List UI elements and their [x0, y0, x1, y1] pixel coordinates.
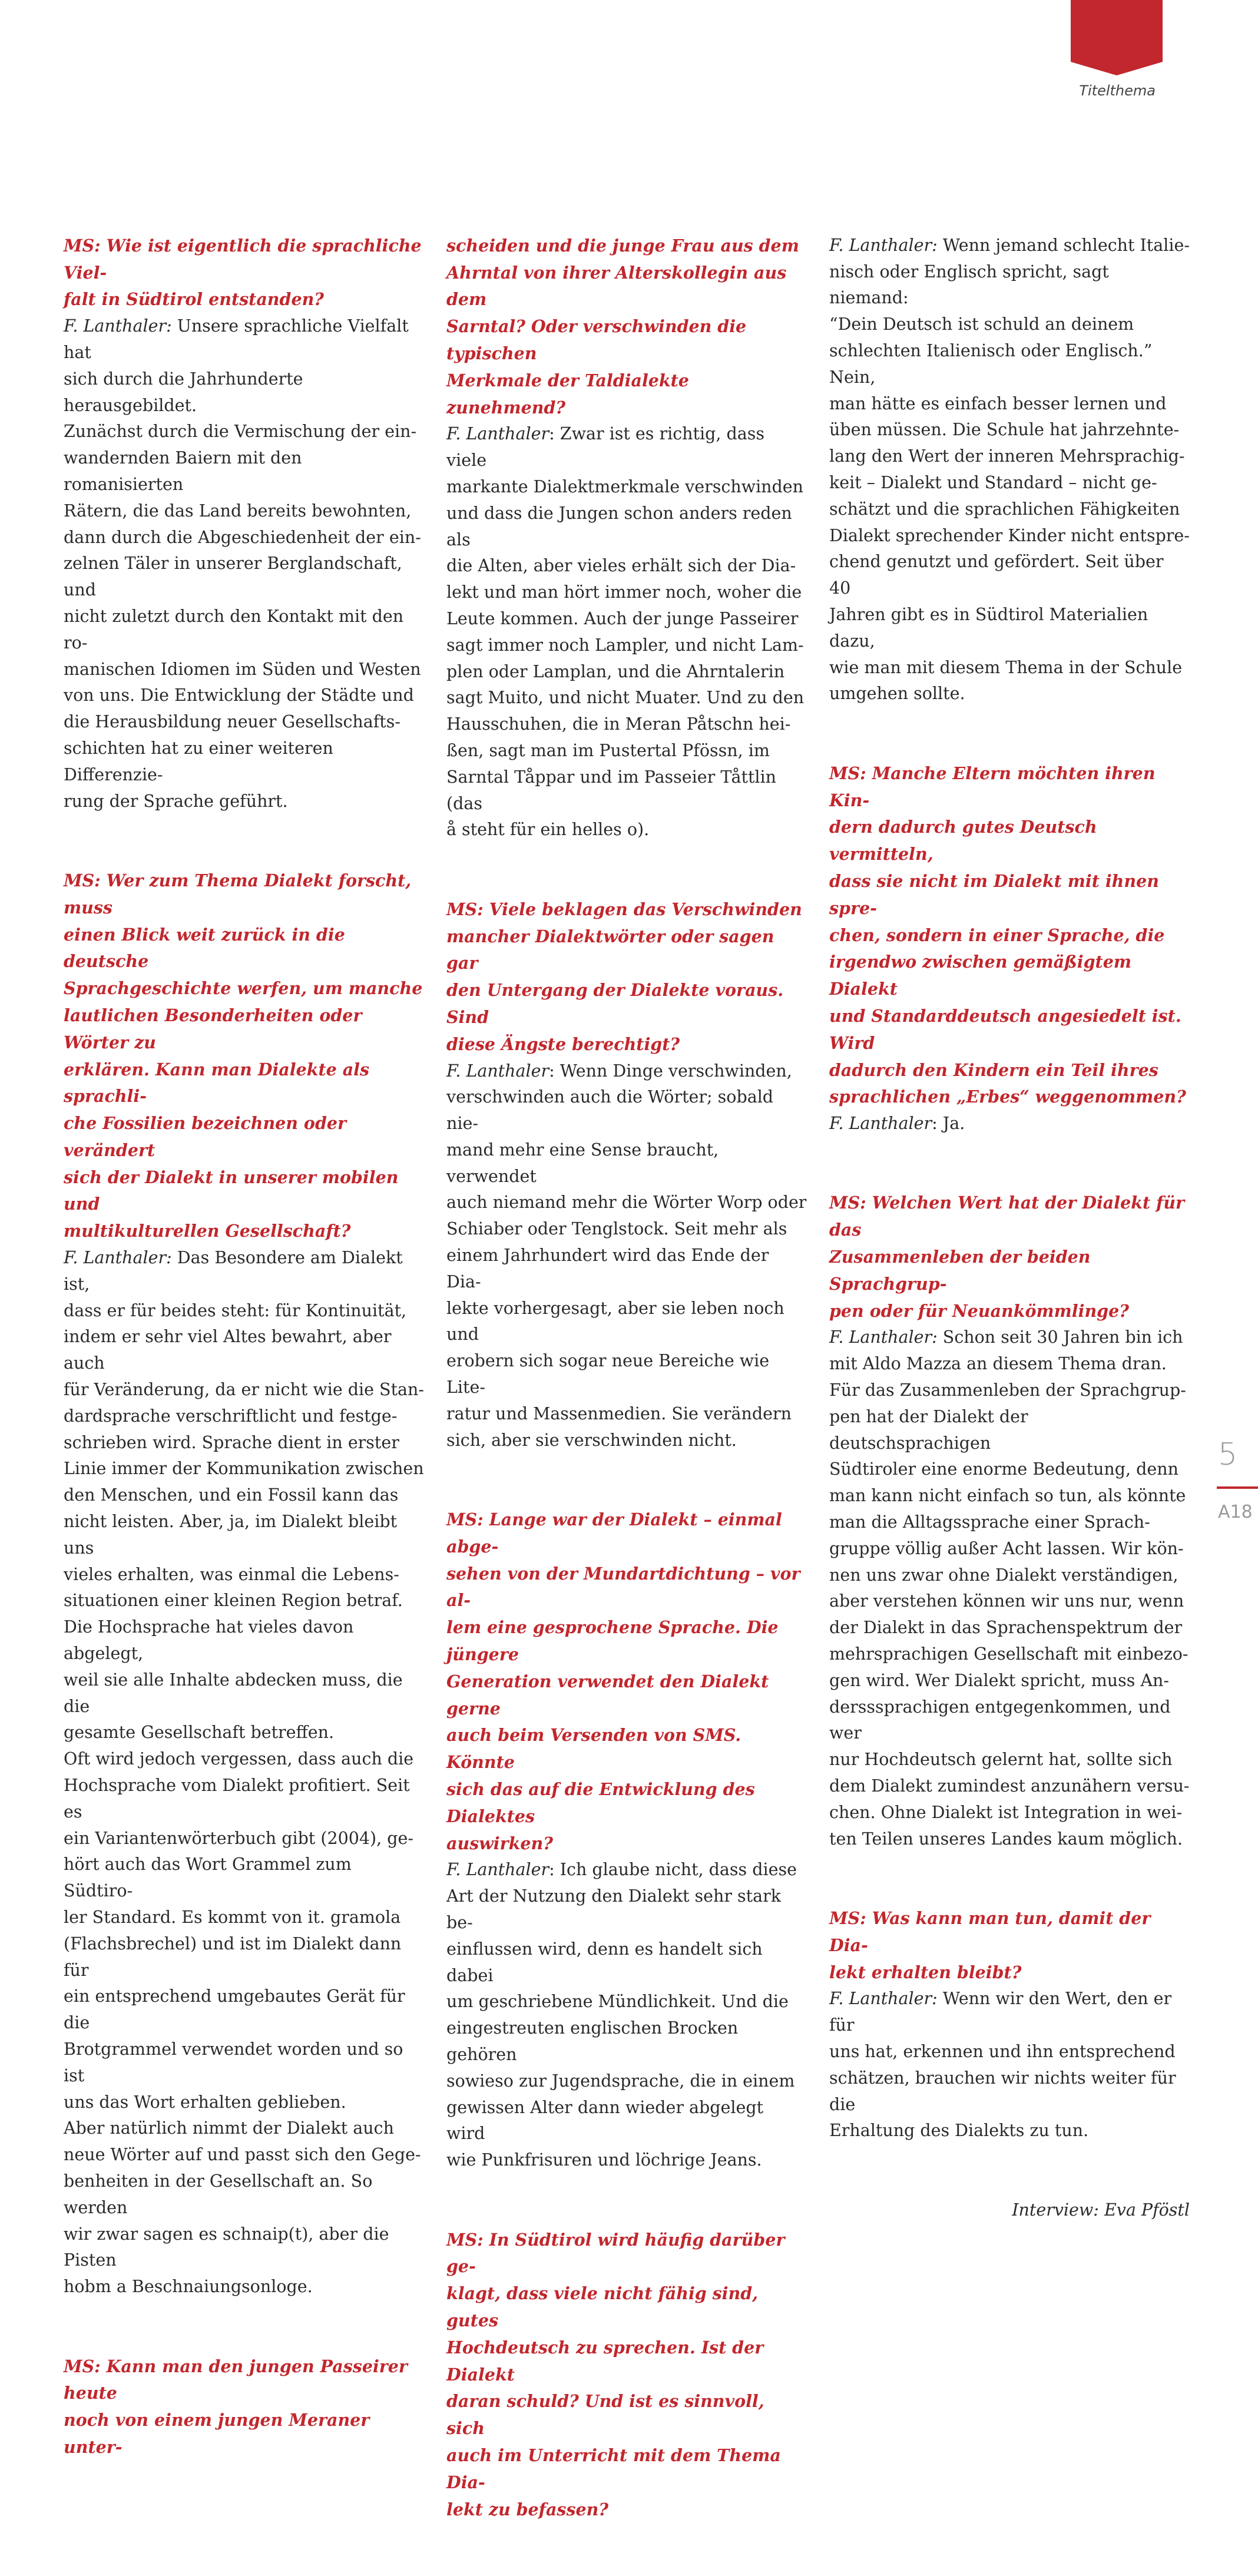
interview-answer: : Ja. [932, 1114, 965, 1134]
section-label: Titelthema [1079, 82, 1156, 99]
article-column-1 [64, 206, 424, 2514]
interview-answer: Wenn jemand schlecht Italie- nisch oder Englisch spricht, sagt niemand: “Dein Deutsch ist schuld an deinem schlechten Italienisch oder Englisch.” Nein, man hätte es einfach besser lernen und üben müssen. Die Schule hat jahrzehnte- lang den Wert der inneren Mehrsprachig- keit – Dialekt und Standard – nicht ge- schätzt und die sprachlichen Fähigkeiten Dialekt sprechender Kinder nicht entspre- chend genutzt und gefördert. Seit über 40 Jahren gibt es in Südtirol Materialien dazu, wie man mit diesem Thema in der Schule umgehen sollte. [829, 235, 1190, 704]
speaker-name: F. Lanthaler: [829, 1327, 938, 1347]
interview-question: MS: Was kann man tun, damit der Dia- lekt erhalten bleibt? [829, 1908, 1151, 1982]
interview-answer: Wenn wir den Wert, den er für uns hat, erkennen und ihn entsprechend schätzen, brauchen wir nichts weiter für die Erhaltung des Dialekts zu tun. [829, 1989, 1176, 2141]
speaker-name: F. Lanthaler [446, 1061, 549, 1081]
interview-question: MS: Viele beklagen das Verschwinden mancher Dialektwörter oder sagen gar den Untergang der Dialekte voraus. Sind diese Ängste berechtigt? [446, 899, 802, 1054]
interview-question: scheiden und die junge Frau aus dem Ahrntal von ihrer Alterskollegin aus dem Sarntal? Oder verschwinden die typischen Merkmale der Taldialekte zunehmend? [446, 235, 799, 418]
article-column-3 [829, 206, 1190, 2250]
issue-label: A18 [1218, 1502, 1253, 1522]
interview-question: MS: Manche Eltern möchten ihren Kin- dern dadurch gutes Deutsch vermitteln, dass sie nicht im Dialekt mit ihnen spre- chen, sondern in einer Sprache, die irgendwo zwischen gemäßigtem Dialekt und Standarddeutsch angesiedelt ist. Wird dadurch den Kindern ein Teil ihres sprachlichen „Erbes“ weggenommen? [829, 763, 1186, 1107]
interview-question: MS: Lange war der Dialekt – einmal abge- sehen von der Mundartdichtung – vor al- lem eine gesprochene Sprache. Die jüngere Generation verwendet den Dialekt gerne auch beim Versenden von SMS. Könnte sich das auf die Entwicklung des Dialektes auswirken? [446, 1509, 800, 1853]
page-number: 5 [1218, 1437, 1238, 1472]
article-column-2 [446, 206, 807, 2576]
interview-block [829, 233, 1190, 707]
interview-block [64, 868, 424, 2300]
interview-block [446, 233, 807, 843]
interview-block [446, 1506, 807, 2174]
speaker-name: F. Lanthaler [446, 424, 549, 444]
interview-question: MS: Wer zum Thema Dialekt forscht, muss einen Blick weit zurück in die deutsche Sprachgeschichte werfen, um manche lautlichen Besonderheiten oder Wörter zu erklären. Kann man Dialekte als sprachli- che Fossilien bezeichnen oder verändert sich der Dialekt in unserer mobilen und multikulturellen Gesellschaft? [64, 870, 423, 1241]
interview-answer: Schon seit 30 Jahren bin ich mit Aldo Mazza an diesem Thema dran. Für das Zusammenleben der Sprachgrup- pen hat der Dialekt der deutschsprachigen Südtiroler eine enorme Bedeutung, denn man kann nicht einfach so tun, als könnte man die Alltagssprache einer Sprach- gruppe völlig außer Acht lassen. Wir kön- nen uns zwar ohne Dialekt verständigen, aber verstehen können wir uns nur, wenn der Dialekt in das Sprachenspektrum der mehrsprachigen Gesellschaft mit einbezo- gen wird. Wer Dialekt spricht, muss An- dersssprachigen entgegenkommen, und wer nur Hochdeutsch gelernt hat, sollte sich dem Dialekt zumindest anzunähern versu- chen. Ohne Dialekt ist Integration in wei- ten Teilen unseres Landes kaum möglich. [829, 1327, 1190, 1849]
interview-block [64, 2353, 424, 2461]
interview-block [446, 2227, 807, 2524]
interview-answer: : Ich glaube nicht, dass diese Art der Nutzung den Dialekt sehr stark be- einflussen wird, denn es handelt sich dabei um geschriebene Mündlichkeit. Und die eingestreuten englischen Brocken gehören sowieso zur Jugendsprache, die in einem gewissen Alter dann wieder abgelegt wird wie Punkfrisuren und löchrige Jeans. [446, 1860, 797, 2170]
interview-answer: : Zwar ist es richtig, dass viele markante Dialektmerkmale verschwinden und dass die Jungen schon anders reden als die Alten, aber vieles erhält sich der Dia- lekt und man hört immer noch, woher die Leute kommen. Auch der junge Passeirer sagt immer noch Lampler, und nicht Lam- plen oder Lamplan, und die Ahrntalerin sagt Muito, und nicht Muater. Und zu den Hausschuhen, die in Meran Påtschn hei- ßen, sagt man im Pustertal Pfössn, im Sarntal Tåppar und im Passeier Tåttlin (das å steht für ein helles o). [446, 424, 805, 840]
speaker-name: F. Lanthaler: [64, 316, 172, 336]
speaker-name: F. Lanthaler [446, 1860, 549, 1880]
speaker-name: F. Lanthaler [829, 1114, 932, 1134]
interview-block [64, 233, 424, 815]
speaker-name: F. Lanthaler: [829, 1989, 938, 2009]
section-tab-marker [1071, 0, 1163, 75]
speaker-name: F. Lanthaler: [64, 1248, 172, 1268]
interview-question: MS: Welchen Wert hat der Dialekt für das Zusammenleben der beiden Sprachgrup- pen oder für Neuankömmlinge? [829, 1193, 1185, 1321]
interview-block [829, 1905, 1190, 2144]
interview-answer: Das Besondere am Dialekt ist, dass er für beides steht: für Kontinuität, indem er sehr viel Altes bewahrt, aber auch für Veränderung, da er nicht wie die Stan- dardsprache verschriftlicht und festge- schrieben wird. Sprache dient in erster Linie immer der Kommunikation zwischen den Menschen, und ein Fossil kann das nicht leisten. Aber, ja, im Dialekt bleibt uns vieles erhalten, was einmal die Lebens- situationen einer kleinen Region betraf. Die Hochsprache hat vieles davon abgelegt, weil sie alle Inhalte abdecken muss, die die gesamte Gesellschaft betreffen. Oft wird jedoch vergessen, dass auch die Hochsprache vom Dialekt profitiert. Seit es ein Variantenwörterbuch gibt (2004), ge- hört auch das Wort Grammel zum Südtiro- ler Standard. Es kommt von it. gramola (Flachsbrechel) und ist im Dialekt dann für ein entsprechend umgebautes Gerät für die Brotgrammel verwendet worden und so ist uns das Wort erhalten geblieben. Aber natürlich nimmt der Dialekt auch neue Wörter auf und passt sich den Gege- benheiten in der Gesellschaft an. So werden wir zwar sagen es schnaip(t), aber die Pisten hobm a Beschnaiungsonloge. [64, 1248, 425, 2297]
interview-answer: Unsere sprachliche Vielfalt hat sich durch die Jahrhunderte herausgebildet. Zunächst durch die Vermischung der ein- wandernden Baiern mit den romanisierten Rätern, die das Land bereits bewohnten, dann durch die Abgeschiedenheit der ein- zelnen Täler in unserer Berglandschaft, und nicht zuletzt durch den Kontakt mit den ro- manischen Idiomen im Süden und Westen von uns. Die Entwicklung der Städte und die Herausbildung neuer Gesellschafts- schichten hat zu einer weiteren Differenzie- rung der Sprache geführt. [64, 316, 421, 811]
interview-answer: : Wenn Dinge verschwinden, verschwinden auch die Wörter; sobald nie- mand mehr eine Sense braucht, verwendet auch niemand mehr die Wörter Worp oder Schiaber oder Tenglstock. Seit mehr als einem Jahrhundert wird das Ende der Dia- lekte vorhergesagt, aber sie leben noch und erobern sich sogar neue Bereiche wie Lite- ratur und Massenmedien. Sie verändern sich, aber sie verschwinden nicht. [446, 1061, 807, 1450]
interview-block [829, 760, 1190, 1137]
interview-question: MS: Wie ist eigentlich die sprachliche Viel- falt in Südtirol entstanden? [64, 235, 422, 310]
page-number-rule [1217, 1486, 1258, 1489]
speaker-name: F. Lanthaler: [829, 235, 938, 255]
interview-question: MS: Kann man den jungen Passeirer heute noch von einem jungen Meraner unter- [64, 2356, 408, 2457]
interview-credit: Interview: Eva Pföstl [1012, 2200, 1190, 2220]
interview-block [446, 896, 807, 1454]
interview-block [829, 1190, 1190, 1852]
interview-question: MS: In Südtirol wird häufig darüber ge- klagt, dass viele nicht fähig sind, gutes Hochdeutsch zu sprechen. Ist der Dialekt daran schuld? Und ist es sinnvoll, sich auch im Unterricht mit dem Thema Dia- lekt zu befassen? [446, 2229, 785, 2519]
